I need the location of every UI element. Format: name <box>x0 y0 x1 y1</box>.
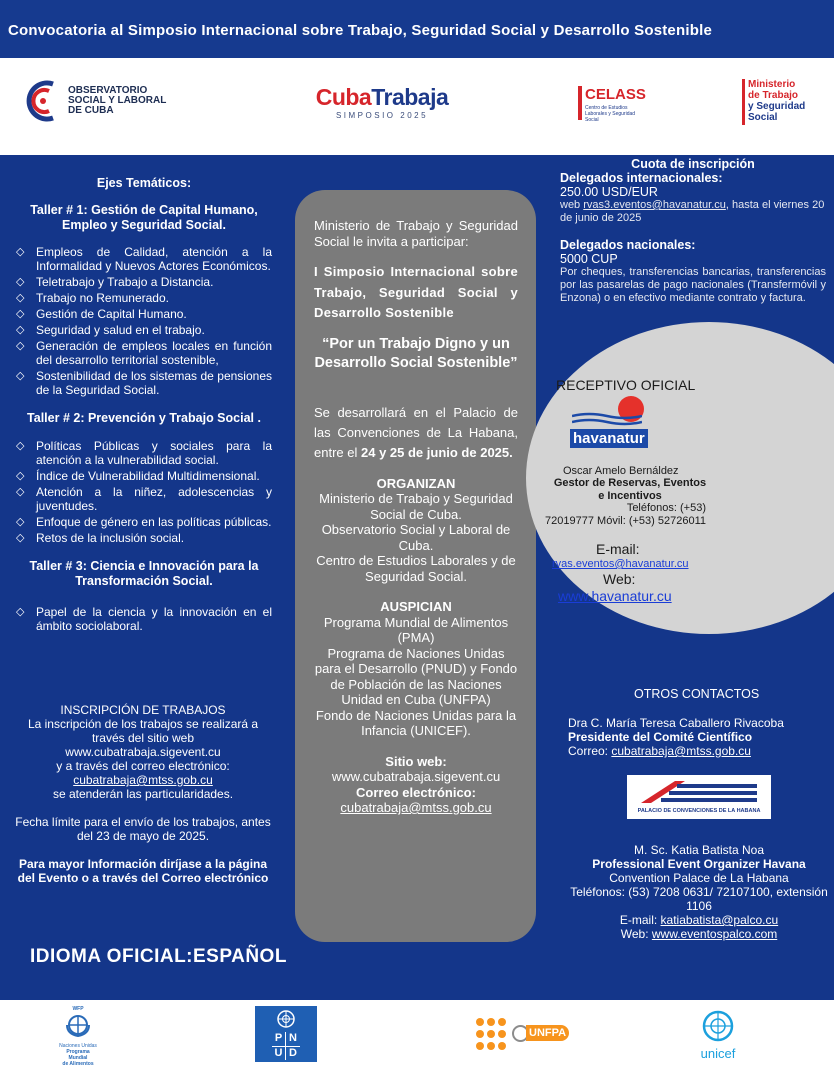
bullet-icon: ◇ <box>16 440 25 452</box>
bullet-icon: ◇ <box>16 276 25 288</box>
palco-logo <box>627 775 771 819</box>
slogan: “Por un Trabajo Digno y un Desarrollo Social Sostenible” <box>314 335 518 371</box>
list-item: ◇ Retos de la inclusión social. <box>16 531 185 545</box>
email-label: Correo electrónico: <box>356 784 476 800</box>
intl-deadline: , hasta el viernes 20 de junio de 2025 <box>560 199 825 224</box>
receptivo-title: RECEPTIVO OFICIAL <box>556 377 696 393</box>
dra-email-row <box>568 744 830 758</box>
katia-email-label: E-mail: <box>619 913 658 927</box>
event-name: I Simposio Internacional sobre Trabajo, Seguridad Social y Desarrollo Sostenible <box>314 264 518 320</box>
observatorio-line: OBSERVATORIO <box>68 85 148 96</box>
havanatur-wordmark: havanatur <box>570 429 648 448</box>
katia-name: M. Sc. Katia Batista Noa <box>633 843 765 857</box>
dra-name: Dra C. María Teresa Caballero Rivacoba <box>568 716 784 730</box>
cubatrabaja-subtitle: SIMPOSIO 2025 <box>335 111 429 120</box>
organizan-item: Ministerio de Trabajo y Seguridad Social de Cuba. <box>319 491 513 522</box>
contact-phone-line: Teléfonos: (+53) <box>626 502 706 514</box>
ministerio-line: Ministerio <box>748 79 796 90</box>
havanatur-logo <box>570 396 652 458</box>
celass-logo <box>578 86 644 122</box>
wfp-logo <box>58 1006 98 1072</box>
pnud-letter: P <box>272 1032 286 1047</box>
bullet-icon: ◇ <box>16 292 25 304</box>
pnud-letter: N <box>286 1032 300 1047</box>
unicef-emblem-icon <box>701 1010 735 1042</box>
idioma-oficial: IDIOMA OFICIAL:ESPAÑOL <box>30 946 287 967</box>
intl-title: Delegados internacionales: <box>560 171 723 185</box>
ministerio-line: y Seguridad <box>748 101 806 112</box>
nat-title: Delegados nacionales: <box>560 238 696 252</box>
receptivo-email-label: E-mail: <box>596 541 640 557</box>
bullet-icon: ◇ <box>16 486 25 498</box>
dra-contact <box>568 716 830 758</box>
bullet-icon: ◇ <box>16 308 25 320</box>
ministerio-logo <box>742 79 812 127</box>
venue-dates: 24 y 25 de junio de 2025. <box>361 444 513 460</box>
list-item: ◇ Empleos de Calidad, atención a la Informalidad y Nuevos Actores Económicos. <box>16 245 272 273</box>
unicef-logo <box>694 1010 742 1060</box>
receptivo-web-label: Web: <box>603 571 636 587</box>
more-info-text: Para mayor Información diríjase a la página del Evento o a través del Correo electrónico <box>17 857 269 885</box>
site-label: Sitio web: <box>385 753 447 769</box>
katia-web-row <box>568 927 830 941</box>
taller3-title: Taller # 3: Ciencia e Innovación para la Transformación Social. <box>29 559 259 588</box>
contact-name: Oscar Amelo Bernáldez <box>563 465 679 477</box>
email-link[interactable]: cubatrabaja@mtss.gob.cu <box>340 800 492 815</box>
list-item: ◇ Generación de empleos locales en función del desarrollo territorial sostenible, <box>16 339 272 367</box>
inscripcion-text: y a través del correo electrónico: <box>56 759 230 773</box>
taller1-list <box>16 245 272 397</box>
katia-email-row <box>568 913 830 927</box>
middle-content <box>314 218 518 816</box>
contact-phones <box>540 502 706 528</box>
pnud-logo <box>255 1006 317 1062</box>
list-item: ◇ Políticas Públicas y sociales para la atención a la vulnerabilidad social. <box>16 439 272 467</box>
venue-text <box>314 403 518 463</box>
list-item: ◇ Sostenibilidad de los sistemas de pensiones de la Seguridad Social. <box>16 369 272 397</box>
observatorio-line: SOCIAL Y LABORAL <box>68 95 167 106</box>
dra-role: Presidente del Comité Científico <box>568 730 753 744</box>
unfpa-people-icon <box>474 1016 508 1052</box>
palco-caption: PALACIO DE CONVENCIONES DE LA HABANA <box>637 808 761 814</box>
site-link[interactable]: www.cubatrabaja.sigevent.cu <box>331 769 501 784</box>
ministerio-line: Social <box>748 112 778 123</box>
list-item: ◇ Gestión de Capital Humano. <box>16 307 187 321</box>
bullet-icon: ◇ <box>16 470 25 482</box>
intl-note <box>560 199 826 225</box>
ministerio-line: de Trabajo <box>748 90 799 101</box>
venue-description: Se desarrollará en el Palacio de las Convenciones de La Habana, entre el <box>314 404 518 460</box>
deadline-text: Fecha límite para el envío de los trabajos, antes del 23 de mayo de 2025. <box>15 815 271 843</box>
receptivo-web-link[interactable]: www.havanatur.cu <box>558 588 672 604</box>
taller3-list <box>16 605 272 633</box>
list-item: ◇ Papel de la ciencia y la innovación en el ámbito sociolaboral. <box>16 605 272 633</box>
contact-phone-line: 72019777 Móvil: (+53) 52726011 <box>545 515 706 527</box>
otros-title: OTROS CONTACTOS <box>634 687 760 701</box>
inscripcion-title: INSCRIPCIÓN DE TRABAJOS <box>60 703 226 717</box>
cuota-title: Cuota de inscripción <box>631 157 755 171</box>
havanatur-wave-icon <box>572 412 642 426</box>
wfp-laurel-icon <box>63 1012 93 1038</box>
wfp-line: de Alimentos <box>62 1061 94 1067</box>
list-item: ◇ Seguridad y salud en el trabajo. <box>16 323 205 337</box>
pnud-letter: D <box>289 1046 297 1059</box>
list-item: ◇ Atención a la niñez, adolescencias y juventudes. <box>16 485 272 513</box>
auspician-title: AUSPICIAN <box>380 599 452 614</box>
katia-web-link[interactable]: www.eventospalco.com <box>651 927 778 941</box>
cubatrabaja-logo-part1: Cuba <box>315 84 372 110</box>
intl-email-link[interactable]: rvas3.eventos@havanatur.cu <box>583 199 726 211</box>
celass-subtitle: Centro de Estudios Laborales y Seguridad Social <box>585 105 636 123</box>
observatorio-line: DE CUBA <box>68 105 114 116</box>
nat-note: Por cheques, transferencias bancarias, transferencias por las pasarelas de pago nacionales (Transfermóvil y Enzona) o en efectivo mediante contrato y factura. <box>560 266 826 304</box>
katia-email-link[interactable]: katiabatista@palco.cu <box>660 913 779 927</box>
dra-email-label: Correo: <box>568 744 609 758</box>
bullet-icon: ◇ <box>16 532 25 544</box>
katia-phones: Teléfonos: (53) 7208 0631/ 72107100, extensión 1106 <box>570 885 828 913</box>
katia-role-org: Professional Event Organizer Havana <box>592 857 806 871</box>
contact-role: Gestor de Reservas, Eventos e Incentivos <box>553 477 707 502</box>
unicef-wordmark: unicef <box>700 1046 736 1061</box>
ejes-title: Ejes Temáticos: <box>96 176 192 190</box>
invite-text: Ministerio de Trabajo y Seguridad Social le invita a participar: <box>314 218 518 249</box>
list-item: ◇ Trabajo no Remunerado. <box>16 291 169 305</box>
ministerio-bar <box>742 79 745 125</box>
unfpa-logo <box>474 1014 567 1054</box>
dra-email-link[interactable]: cubatrabaja@mtss.gob.cu <box>611 744 751 758</box>
cubatrabaja-logo-part2: Trabaja <box>371 84 449 110</box>
auspician-item: Fondo de Naciones Unidas para la Infancia (UNICEF). <box>315 707 517 738</box>
list-item: ◇ Índice de Vulnerabilidad Multidimensional. <box>16 469 260 483</box>
wfp-line: Mundial <box>68 1055 88 1061</box>
wfp-line: Programa <box>66 1049 90 1055</box>
unfpa-wordmark: UNFPA <box>526 1025 569 1041</box>
organizan-item: Observatorio Social y Laboral de Cuba. <box>321 522 511 553</box>
taller2-title: Taller # 2: Prevención y Trabajo Social . <box>27 411 261 425</box>
cubatrabaja-logo <box>302 84 462 124</box>
katia-role-venue: Convention Palace de La Habana <box>609 871 789 885</box>
inscripcion-email-link[interactable]: cubatrabaja@mtss.gob.cu <box>73 773 213 787</box>
katia-web-label: Web: <box>620 927 649 941</box>
cuota-block <box>560 157 826 305</box>
observatorio-logo <box>22 78 192 124</box>
bullet-icon: ◇ <box>16 606 25 618</box>
inscripcion-block <box>12 703 274 885</box>
celass-name: CELASS <box>585 86 646 103</box>
taller1-title: Taller # 1: Gestión de Capital Humano, Empleo y Seguridad Social. <box>30 203 258 232</box>
organizan-title: ORGANIZAN <box>376 475 456 491</box>
observatorio-emblem-icon <box>22 78 64 124</box>
katia-contact <box>568 843 830 941</box>
celass-bar <box>578 86 582 120</box>
wfp-line: Naciones Unidas <box>59 1043 97 1049</box>
inscripcion-text: La inscripción de los trabajos se realizará a través del sitio web <box>27 717 259 745</box>
inscripcion-site-link[interactable]: www.cubatrabaja.sigevent.cu <box>65 745 221 759</box>
nat-fee: 5000 CUP <box>560 252 618 266</box>
organizan-item: Centro de Estudios Laborales y de Seguridad Social. <box>316 553 516 584</box>
auspician-item: Programa Mundial de Alimentos (PMA) <box>323 614 509 645</box>
page-title: Convocatoria al Simposio Internacional sobre Trabajo, Seguridad Social y Desarrollo Sostenible <box>8 22 712 39</box>
taller2-list <box>16 439 272 545</box>
katia-role <box>568 857 830 885</box>
wfp-caption: WFP <box>72 1006 84 1012</box>
intl-web-label: web <box>560 199 581 211</box>
receptivo-email-link[interactable]: rvas.eventos@havanatur.cu <box>552 558 689 570</box>
list-item: ◇ Teletrabajo y Trabajo a Distancia. <box>16 275 214 289</box>
list-item: ◇ Enfoque de género en las políticas públicas. <box>16 515 272 529</box>
bullet-icon: ◇ <box>16 340 25 352</box>
un-emblem-icon <box>276 1009 296 1029</box>
bullet-icon: ◇ <box>16 246 25 258</box>
palco-emblem-icon <box>639 779 759 805</box>
bullet-icon: ◇ <box>16 370 25 382</box>
pnud-letter: U <box>272 1047 286 1061</box>
inscripcion-text: se atenderán las particularidades. <box>52 787 234 801</box>
auspician-item: Programa de Naciones Unidas para el Desarrollo (PNUD) y Fondo de Población de las Naciones Unidad en Cuba (UNFPA) <box>314 645 518 707</box>
bullet-icon: ◇ <box>16 324 25 336</box>
intl-fee: 250.00 USD/EUR <box>560 185 658 199</box>
left-column <box>16 176 272 635</box>
bullet-icon: ◇ <box>16 516 25 528</box>
